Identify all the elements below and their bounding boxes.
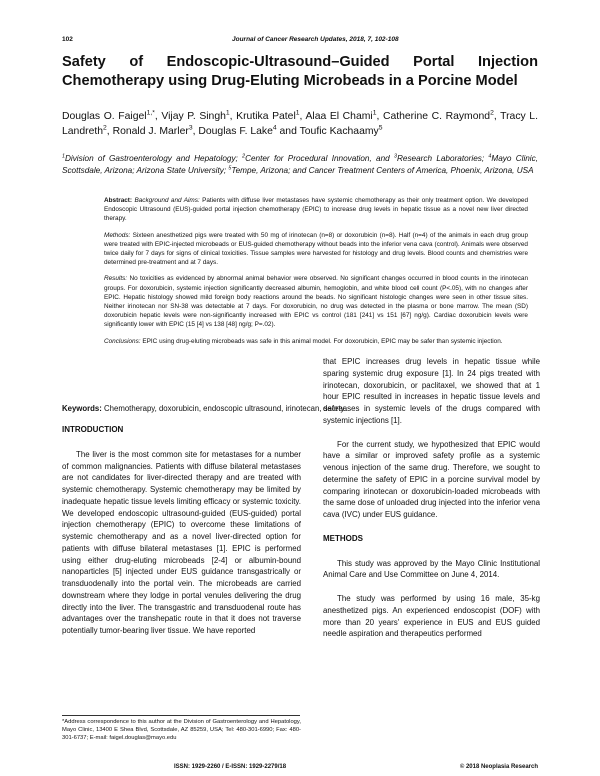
intro-paragraph-2: For the current study, we hypothesized that EPIC would have a similar or improved safety profile as a systemic venous injection of the same drug. Therefore, we sought to determine the safety of EPIC in a porcine survival model by comparing irinotecan or doxorubicin-loaded microbeads with the same dose of unloaded drug injected into the inferior vena cava (IVC) under EUS guidance.: [323, 439, 540, 519]
author: Alaa El Chami$^1$,: [305, 109, 383, 122]
page-number: 102: [62, 36, 73, 43]
author: Douglas O. Faigel$^{1,*}$,: [62, 109, 162, 122]
intro-paragraph: The liver is the most common site for metastases for a number of common malignancies. Patients with diffuse bilateral metastases are not candidates for liver-directed therapy and are treated with systemic chemotherapy. Systemic chemotherapy may be limited by inadequate hepatic tissue levels limiting efficacy or systemic toxicity. We developed endoscopic ultrasound-guided (EUS-guided) portal injection chemotherapy (EPIC) to overcome these limitations of systemic chemotherapy and as a novel liver-directed option for patients with diffuse bilateral metastases [1]. EPIC is performed using either drug-eluting microbeads [2-4] or albumin-bound nanoparticles [5] injected under EUS guidance transgastrically or transduodenally into the portal vein. The microbeads are carried downstream where they lodge in portal venules delivering the drug directly into the liver. The transgastric and transduodenal route has advantages over the transhepatic route in that it does not traverse potentially tumor-bearing liver tissue. We have reported: [62, 449, 301, 635]
left-column: [62, 420, 301, 649]
copyright: © 2018 Neoplasia Research: [459, 764, 538, 770]
methods-paragraph-2: The study was performed by using 16 male, 35-kg anesthetized pigs. An experienced endoscopist (DOF) with more than 20 years' experience in EUS and EUS guided needle aspiration and therapeutics performed: [323, 594, 540, 639]
author: Krutika Patel$^1$,: [236, 109, 306, 122]
running-header: [62, 36, 538, 46]
author: Douglas F. Lake$^4$ and: [198, 124, 300, 137]
section-heading-introduction: INTRODUCTION: [62, 425, 124, 434]
footnote-rule: [62, 715, 300, 716]
abstract-background: Abstract: Background and Aims: Patients with diffuse liver metastases have systemic chemotherapy as their only treatment option. We developed Endoscopic Ultrasound (EUS)-guided portal injection chemotherapy (EPIC) to increase drug levels in hepatic tissue as a novel new liver directed therapy.: [104, 197, 529, 223]
right-column: [323, 356, 540, 652]
author-list: [62, 110, 538, 139]
abstract-results: Results: No toxicities as evidenced by abnormal animal behavior were observed. No significant changes occurred in blood counts in the irinotecan groups. For doxorubicin, systemic injection significantly decreased albumin, hemoglobin, and white blood cell count (P<.05), with no changes after EPIC. Hepatic histology showed mild foreign body reactions around the beads. No significant histologic changes were seen in other tissue sites. Neither irinotecan nor SN-38 was detectable at 7 days. For doxorubicin, no drug was detected in the plasma or bone marrow. The mean (SD) doxorubicin hepatic levels were non-significantly increased with EPIC vs control (181 [241] vs 151 [67] ng/g). Cardiac doxorubicin levels were significantly lower with EPIC (15 [4] vs 138 [48] ng/g; P=.02).: [104, 275, 528, 329]
author: Vijay P. Singh$^1$,: [161, 109, 237, 122]
author: Catherine C. Raymond$^2$,: [382, 109, 501, 122]
journal-citation: Journal of Cancer Research Updates, 2018, 7, 102-108: [232, 36, 399, 43]
page-footer: [62, 764, 538, 774]
author: Ronald J. Marler$^3$,: [112, 124, 199, 137]
author: Tracy L. Landreth$^2$,: [62, 111, 538, 137]
section-heading-methods: METHODS: [323, 533, 363, 543]
keywords: Keywords: Chemotherapy, doxorubicin, endoscopic ultrasound, irinotecan, safety.: [62, 404, 347, 413]
abstract-conclusions: Conclusions: EPIC using drug-eluting microbeads was safe in this animal model. For doxorubicin, EPIC may be safer than systemic injection.: [104, 337, 503, 345]
paper-title: Safety of Endoscopic-Ultrasound–Guided Portal Injection Chemotherapy using Drug-Eluting Microbeads in a Porcine Model: [62, 54, 538, 89]
abstract-methods: Methods: Sixteen anesthetized pigs were treated with 50 mg of irinotecan (n=8) or doxorubicin (n=8). Half (n=4) of the animals in each drug group were treated with EPIC-injected microbeads or EUS-guided chemotherapy without beads into the inferior vena cava (control). Animals were observed twice daily for 7 days for signs of clinical toxicities. Tissue samples were harvested for histology and drug levels. Blood counts and chemistries were determined pre-treatment and at 7 days.: [104, 231, 528, 267]
issn: ISSN: 1929-2260 / E-ISSN: 1929-2279/18: [174, 764, 287, 770]
correspondence-footnote: *Address correspondence to this author at the Division of Gastroenterology and Hepatology, Mayo Clinic, 13400 E Shea Blvd, Scottsdale, AZ 85259, USA; Tel: 480-301-6990; Fax: 480-301-6737; E-mail: faigel.douglas@mayo.edu: [62, 719, 301, 741]
abstract: [104, 196, 528, 353]
author: Toufic Kachaamy$^5$: [299, 124, 383, 137]
intro-continuation: that EPIC increases drug levels in hepatic tissue while sparing systemic drug exposure [1]. In 24 pigs treated with irinotecan, doxorubicin, or paclitaxel, we showed that at 1 hour EPIC resulted in increases in hepatic tissue levels and decreases in systemic levels of the drugs compared with systemic injections [1].: [323, 357, 540, 425]
methods-paragraph-1: This study was approved by the Mayo Clinic Institutional Animal Care and Use Committee on June 4, 2014.: [323, 558, 540, 580]
affiliations: $^1$Division of Gastroenterology and Hepatology; $^2$Center for Procedural Innovation, and $^3$Research Laboratories; $^4$Mayo Clinic, Scottsdale, Arizona; Arizona State University; $^5$Tempe, Arizona; and Cancer Treatment Centers of America, Phoenix, Arizona, USA: [62, 153, 538, 175]
